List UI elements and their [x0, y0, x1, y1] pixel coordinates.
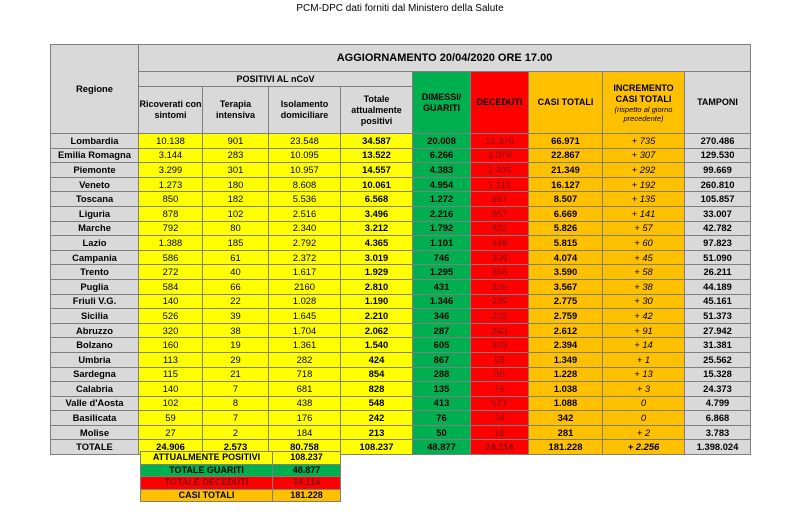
casi-totali-cell: 1.038 [529, 382, 603, 397]
terapia-cell: 19 [203, 338, 269, 353]
ricoverati-cell: 586 [139, 250, 203, 265]
ricoverati-cell: 792 [139, 221, 203, 236]
totale-positivi-cell: 14.557 [341, 163, 413, 178]
tamponi-cell: 99.669 [685, 163, 751, 178]
table-row [51, 382, 751, 397]
incremento-cell: + 14 [603, 338, 685, 353]
summary-value: 48.877 [273, 464, 341, 477]
table-row [51, 323, 751, 338]
deceduti-cell: 12.376 [471, 134, 529, 149]
table-row [51, 250, 751, 265]
table-row [51, 134, 751, 149]
dimessi-cell: 431 [413, 279, 471, 294]
summary-label: ATTUALMENTE POSITIVI [141, 452, 273, 465]
header-incremento-label: INCREMENTO CASI TOTALI [613, 82, 674, 104]
deceduti-cell: 326 [471, 279, 529, 294]
casi-totali-cell: 342 [529, 411, 603, 426]
header-incremento-note: (rispetto al giorno precedente) [614, 104, 673, 123]
incremento-cell: 0 [603, 396, 685, 411]
deceduti-cell: 349 [471, 236, 529, 251]
deceduti-cell: 1.112 [471, 177, 529, 192]
dimessi-cell: 746 [413, 250, 471, 265]
incremento-cell: + 1 [603, 352, 685, 367]
tamponi-cell: 270.486 [685, 134, 751, 149]
terapia-cell: 901 [203, 134, 269, 149]
header-isolamento: Isolamento domiciliare [269, 87, 341, 134]
incremento-cell: + 57 [603, 221, 685, 236]
header-terapia: Terapia intensiva [203, 87, 269, 134]
terapia-cell: 102 [203, 206, 269, 221]
dimessi-cell: 1.792 [413, 221, 471, 236]
tamponi-cell: 42.782 [685, 221, 751, 236]
totale-positivi-cell: 1.929 [341, 265, 413, 280]
ricoverati-cell: 24.906 [139, 440, 203, 455]
region-cell: Umbria [51, 352, 139, 367]
deceduti-cell: 2.409 [471, 163, 529, 178]
ricoverati-cell: 878 [139, 206, 203, 221]
summary-row-deceduti [141, 477, 341, 490]
dimessi-cell: 2.216 [413, 206, 471, 221]
dimessi-cell: 867 [413, 352, 471, 367]
terapia-cell: 80 [203, 221, 269, 236]
tamponi-cell: 24.373 [685, 382, 751, 397]
casi-totali-cell: 6.669 [529, 206, 603, 221]
casi-totali-cell: 1.088 [529, 396, 603, 411]
casi-totali-cell: 3.567 [529, 279, 603, 294]
region-cell: Lazio [51, 236, 139, 251]
deceduti-cell: 366 [471, 265, 529, 280]
isolamento-cell: 5.536 [269, 192, 341, 207]
isolamento-cell: 80.758 [269, 440, 341, 455]
source-caption: PCM-DPC dati forniti dal Ministero della Salute [296, 3, 504, 14]
totale-positivi-cell: 34.587 [341, 134, 413, 149]
ricoverati-cell: 59 [139, 411, 203, 426]
isolamento-cell: 1.645 [269, 309, 341, 324]
ricoverati-cell: 3.144 [139, 148, 203, 163]
totale-positivi-cell: 854 [341, 367, 413, 382]
casi-totali-cell: 181.228 [529, 440, 603, 455]
ricoverati-cell: 102 [139, 396, 203, 411]
totale-positivi-cell: 424 [341, 352, 413, 367]
tamponi-cell: 129.530 [685, 148, 751, 163]
tamponi-cell: 3.783 [685, 425, 751, 440]
table-row [51, 309, 751, 324]
terapia-cell: 182 [203, 192, 269, 207]
terapia-cell: 22 [203, 294, 269, 309]
region-cell: Sicilia [51, 309, 139, 324]
region-cell: Emilia Romagna [51, 148, 139, 163]
incremento-cell: + 91 [603, 323, 685, 338]
ricoverati-cell: 850 [139, 192, 203, 207]
incremento-cell: + 13 [603, 367, 685, 382]
terapia-cell: 180 [203, 177, 269, 192]
isolamento-cell: 1.617 [269, 265, 341, 280]
dimessi-cell: 48.877 [413, 440, 471, 455]
table-row [51, 279, 751, 294]
tamponi-cell: 27.942 [685, 323, 751, 338]
dimessi-cell: 4.954 [413, 177, 471, 192]
totale-positivi-cell: 213 [341, 425, 413, 440]
region-cell: Abruzzo [51, 323, 139, 338]
summary-row-guariti [141, 464, 341, 477]
isolamento-cell: 23.548 [269, 134, 341, 149]
summary-label: TOTALE DECEDUTI [141, 477, 273, 490]
summary-table [140, 451, 341, 502]
totale-positivi-cell: 3.212 [341, 221, 413, 236]
deceduti-cell: 957 [471, 206, 529, 221]
totale-positivi-cell: 3.019 [341, 250, 413, 265]
tamponi-cell: 26.211 [685, 265, 751, 280]
tamponi-cell: 45.161 [685, 294, 751, 309]
casi-totali-cell: 2.612 [529, 323, 603, 338]
casi-totali-cell: 1.228 [529, 367, 603, 382]
totale-positivi-cell: 3.496 [341, 206, 413, 221]
tamponi-cell: 6.868 [685, 411, 751, 426]
table-row [51, 163, 751, 178]
table-row [51, 265, 751, 280]
ricoverati-cell: 1.388 [139, 236, 203, 251]
totale-positivi-cell: 6.568 [341, 192, 413, 207]
isolamento-cell: 176 [269, 411, 341, 426]
terapia-cell: 7 [203, 411, 269, 426]
terapia-cell: 7 [203, 382, 269, 397]
region-cell: Basilicata [51, 411, 139, 426]
incremento-cell: + 30 [603, 294, 685, 309]
table-row [51, 294, 751, 309]
casi-totali-cell: 1.349 [529, 352, 603, 367]
dimessi-cell: 1.295 [413, 265, 471, 280]
terapia-cell: 38 [203, 323, 269, 338]
region-cell: Valle d'Aosta [51, 396, 139, 411]
totale-positivi-cell: 10.061 [341, 177, 413, 192]
tamponi-cell: 1.398.024 [685, 440, 751, 455]
incremento-cell: + 192 [603, 177, 685, 192]
deceduti-cell: 18 [471, 425, 529, 440]
ricoverati-cell: 115 [139, 367, 203, 382]
totale-positivi-cell: 548 [341, 396, 413, 411]
region-cell: Piemonte [51, 163, 139, 178]
isolamento-cell: 2.372 [269, 250, 341, 265]
isolamento-cell: 1.704 [269, 323, 341, 338]
table-row [51, 236, 751, 251]
ricoverati-cell: 160 [139, 338, 203, 353]
table-row [51, 206, 751, 221]
dimessi-cell: 1.101 [413, 236, 471, 251]
header-totale-positivi: Totale attualmente positivi [341, 87, 413, 134]
isolamento-cell: 1.361 [269, 338, 341, 353]
summary-row-casi [141, 489, 341, 502]
terapia-cell: 61 [203, 250, 269, 265]
table-row [51, 148, 751, 163]
table-row [51, 352, 751, 367]
incremento-cell: + 42 [603, 309, 685, 324]
region-cell: Toscana [51, 192, 139, 207]
casi-totali-cell: 5.826 [529, 221, 603, 236]
incremento-cell: + 2 [603, 425, 685, 440]
isolamento-cell: 8.608 [269, 177, 341, 192]
casi-totali-cell: 281 [529, 425, 603, 440]
summary-row-positivi [141, 452, 341, 465]
tamponi-cell: 15.328 [685, 367, 751, 382]
casi-totali-cell: 2.394 [529, 338, 603, 353]
terapia-cell: 8 [203, 396, 269, 411]
ricoverati-cell: 113 [139, 352, 203, 367]
casi-totali-cell: 4.074 [529, 250, 603, 265]
deceduti-cell: 58 [471, 352, 529, 367]
incremento-cell: + 38 [603, 279, 685, 294]
table-row [51, 396, 751, 411]
region-cell: Molise [51, 425, 139, 440]
isolamento-cell: 1.028 [269, 294, 341, 309]
terapia-cell: 2 [203, 425, 269, 440]
casi-totali-cell: 8.507 [529, 192, 603, 207]
isolamento-cell: 438 [269, 396, 341, 411]
casi-totali-cell: 66.971 [529, 134, 603, 149]
incremento-cell: + 307 [603, 148, 685, 163]
table-row [51, 192, 751, 207]
isolamento-cell: 2.340 [269, 221, 341, 236]
totale-positivi-cell: 2.810 [341, 279, 413, 294]
dimessi-cell: 76 [413, 411, 471, 426]
incremento-cell: + 3 [603, 382, 685, 397]
casi-totali-cell: 16.127 [529, 177, 603, 192]
deceduti-cell: 86 [471, 367, 529, 382]
isolamento-cell: 718 [269, 367, 341, 382]
ricoverati-cell: 3.299 [139, 163, 203, 178]
summary-value: 24.114 [273, 477, 341, 490]
dimessi-cell: 6.266 [413, 148, 471, 163]
totale-positivi-cell: 4.365 [341, 236, 413, 251]
isolamento-cell: 10.957 [269, 163, 341, 178]
terapia-cell: 40 [203, 265, 269, 280]
region-cell: Puglia [51, 279, 139, 294]
header-casi: CASI TOTALI [529, 72, 603, 134]
incremento-cell: + 60 [603, 236, 685, 251]
casi-totali-cell: 2.759 [529, 309, 603, 324]
table-row [51, 338, 751, 353]
ricoverati-cell: 1.273 [139, 177, 203, 192]
deceduti-cell: 249 [471, 338, 529, 353]
isolamento-cell: 2160 [269, 279, 341, 294]
ricoverati-cell: 526 [139, 309, 203, 324]
deceduti-cell: 239 [471, 294, 529, 309]
region-cell: Calabria [51, 382, 139, 397]
terapia-cell: 21 [203, 367, 269, 382]
isolamento-cell: 10.095 [269, 148, 341, 163]
region-cell: Campania [51, 250, 139, 265]
terapia-cell: 29 [203, 352, 269, 367]
region-cell: Trento [51, 265, 139, 280]
table-row [51, 411, 751, 426]
deceduti-cell: 24 [471, 411, 529, 426]
ricoverati-cell: 140 [139, 294, 203, 309]
ricoverati-cell: 320 [139, 323, 203, 338]
header-region: Regione [51, 45, 139, 134]
region-cell: Lombardia [51, 134, 139, 149]
tamponi-cell: 31.381 [685, 338, 751, 353]
incremento-cell: + 2.256 [603, 440, 685, 455]
incremento-cell: + 735 [603, 134, 685, 149]
totale-positivi-cell: 828 [341, 382, 413, 397]
deceduti-cell: 3.079 [471, 148, 529, 163]
table-row [51, 221, 751, 236]
header-ricoverati: Ricoverati con sintomi [139, 87, 203, 134]
tamponi-cell: 51.090 [685, 250, 751, 265]
isolamento-cell: 2.792 [269, 236, 341, 251]
terapia-cell: 283 [203, 148, 269, 163]
dimessi-cell: 605 [413, 338, 471, 353]
region-cell: Friuli V.G. [51, 294, 139, 309]
casi-totali-cell: 22.867 [529, 148, 603, 163]
tamponi-cell: 105.857 [685, 192, 751, 207]
deceduti-cell: 822 [471, 221, 529, 236]
terapia-cell: 39 [203, 309, 269, 324]
totale-positivi-cell: 13.522 [341, 148, 413, 163]
dimessi-cell: 288 [413, 367, 471, 382]
deceduti-cell: 75 [471, 382, 529, 397]
ricoverati-cell: 27 [139, 425, 203, 440]
totale-positivi-cell: 108.237 [341, 440, 413, 455]
totale-positivi-cell: 1.190 [341, 294, 413, 309]
header-tamponi: TAMPONI [685, 72, 751, 134]
casi-totali-cell: 2.775 [529, 294, 603, 309]
isolamento-cell: 2.516 [269, 206, 341, 221]
tamponi-cell: 97.823 [685, 236, 751, 251]
header-positivi-group: POSITIVI AL nCoV [139, 72, 413, 87]
incremento-cell: + 292 [603, 163, 685, 178]
isolamento-cell: 184 [269, 425, 341, 440]
ricoverati-cell: 10.138 [139, 134, 203, 149]
header-incremento [603, 72, 685, 134]
ricoverati-cell: 584 [139, 279, 203, 294]
dimessi-cell: 413 [413, 396, 471, 411]
terapia-cell: 66 [203, 279, 269, 294]
totale-positivi-cell: 2.210 [341, 309, 413, 324]
isolamento-cell: 681 [269, 382, 341, 397]
tamponi-cell: 51.373 [685, 309, 751, 324]
totale-positivi-cell: 242 [341, 411, 413, 426]
deceduti-cell: 203 [471, 309, 529, 324]
totale-positivi-cell: 1.540 [341, 338, 413, 353]
incremento-cell: + 45 [603, 250, 685, 265]
tamponi-cell: 260.810 [685, 177, 751, 192]
region-cell: Sardegna [51, 367, 139, 382]
region-cell: Marche [51, 221, 139, 236]
dimessi-cell: 4.383 [413, 163, 471, 178]
region-cell: Liguria [51, 206, 139, 221]
incremento-cell: + 135 [603, 192, 685, 207]
table-row [51, 177, 751, 192]
casi-totali-cell: 5.815 [529, 236, 603, 251]
dimessi-cell: 135 [413, 382, 471, 397]
summary-label: CASI TOTALI [141, 489, 273, 502]
region-cell: Bolzano [51, 338, 139, 353]
incremento-cell: 0 [603, 411, 685, 426]
header-deceduti: DECEDUTI [471, 72, 529, 134]
casi-totali-cell: 21.349 [529, 163, 603, 178]
summary-value: 108.237 [273, 452, 341, 465]
terapia-cell: 185 [203, 236, 269, 251]
incremento-cell: + 141 [603, 206, 685, 221]
totale-positivi-cell: 2.062 [341, 323, 413, 338]
dimessi-cell: 1.346 [413, 294, 471, 309]
terapia-cell: 2.573 [203, 440, 269, 455]
dimessi-cell: 1.272 [413, 192, 471, 207]
table-body [51, 134, 751, 455]
tamponi-cell: 25.562 [685, 352, 751, 367]
dimessi-cell: 346 [413, 309, 471, 324]
dimessi-cell: 20.008 [413, 134, 471, 149]
terapia-cell: 301 [203, 163, 269, 178]
header-update: AGGIORNAMENTO 20/04/2020 ORE 17.00 [139, 45, 751, 72]
table-row [51, 367, 751, 382]
deceduti-cell: 263 [471, 323, 529, 338]
deceduti-cell: 24.114 [471, 440, 529, 455]
tamponi-cell: 44.189 [685, 279, 751, 294]
region-cell: Veneto [51, 177, 139, 192]
casi-totali-cell: 3.590 [529, 265, 603, 280]
summary-value: 181.228 [273, 489, 341, 502]
deceduti-cell: 127 [471, 396, 529, 411]
regional-data-table [50, 44, 751, 455]
tamponi-cell: 4.799 [685, 396, 751, 411]
ricoverati-cell: 272 [139, 265, 203, 280]
region-cell: TOTALE [51, 440, 139, 455]
table-row [51, 425, 751, 440]
ricoverati-cell: 140 [139, 382, 203, 397]
summary-label: TOTALE GUARITI [141, 464, 273, 477]
incremento-cell: + 58 [603, 265, 685, 280]
dimessi-cell: 287 [413, 323, 471, 338]
tamponi-cell: 33.007 [685, 206, 751, 221]
dimessi-cell: 50 [413, 425, 471, 440]
deceduti-cell: 309 [471, 250, 529, 265]
header-dimessi: DIMESSI/ GUARITI [413, 72, 471, 134]
isolamento-cell: 282 [269, 352, 341, 367]
deceduti-cell: 667 [471, 192, 529, 207]
